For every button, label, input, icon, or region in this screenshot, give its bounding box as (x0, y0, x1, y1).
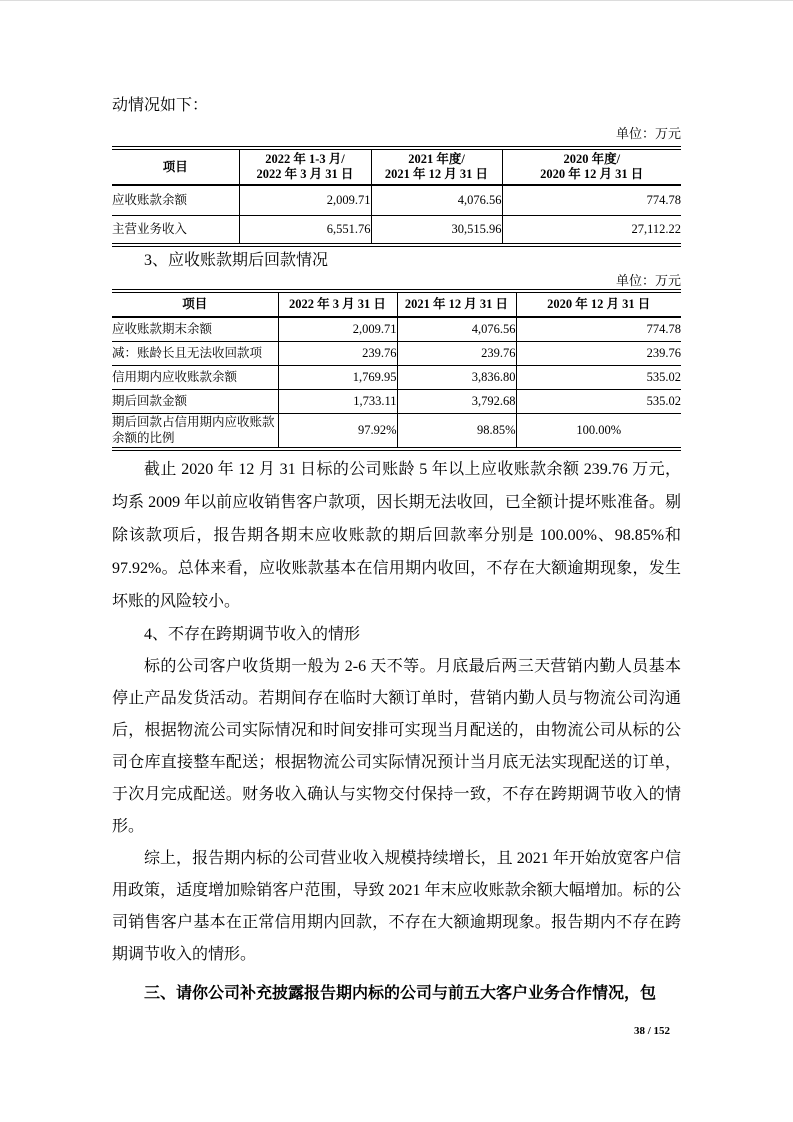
row-value: 97.92% (278, 413, 397, 449)
row-value: 2,009.71 (239, 185, 371, 215)
row-value: 30,515.96 (371, 215, 502, 245)
unit-label-2: 单位：万元 (615, 273, 681, 288)
table1-header-2022 (239, 148, 371, 185)
row-value: 239.76 (516, 341, 681, 365)
paragraph-aging-analysis: 截止 2020 年 12 月 31 日标的公司账龄 5 年以上应收账款余额 239.76 万元，均系 2009 年以前应收销售客户款项，因长期无法收回，已全额计提坏账准备。剔除该款项后，报告期各期末应收账款的期后回款率分别是 100.00%、98.85%和 97.92%。总体来看，应收账款基本在信用期内收回，不存在大额逾期现象，发生坏账的风险较小。 (112, 461, 681, 610)
table-row (112, 365, 681, 389)
unit-label-1: 单位：万元 (615, 126, 681, 141)
table-row (112, 185, 681, 215)
table2-header-2022: 2022 年 3 月 31 日 (278, 291, 397, 317)
header-line: 2021 年度/ (408, 152, 465, 166)
row-value: 2,009.71 (278, 317, 397, 341)
table1-header-2020 (502, 148, 681, 185)
table-header-row (112, 291, 681, 317)
table2-header-2021: 2021 年 12 月 31 日 (397, 291, 516, 317)
header-line: 2022 年 3 月 31 日 (256, 167, 354, 181)
row-value: 535.02 (516, 365, 681, 389)
header-line: 2022 年 1-3 月/ (265, 152, 345, 166)
table1-header-item (112, 148, 239, 185)
row-value: 1,769.95 (278, 365, 397, 389)
intro-text: 动情况如下： (112, 97, 209, 114)
header-line: 2020 年 12 月 31 日 (540, 167, 644, 181)
row-value: 239.76 (278, 341, 397, 365)
row-value: 27,112.22 (502, 215, 681, 245)
row-value: 239.76 (397, 341, 516, 365)
row-label: 期后回款占信用期内应收账款余额的比例 (112, 413, 278, 449)
heading-no-cross-period-adjustment: 4、不存在跨期调节收入的情形 (144, 626, 361, 643)
row-label: 主营业务收入 (112, 215, 239, 245)
row-value: 535.02 (516, 389, 681, 413)
row-label: 减：账龄长且无法收回款项 (112, 341, 278, 365)
header-line: 2020 年度/ (563, 152, 621, 166)
table2-header-2020: 2020 年 12 月 31 日 (516, 291, 681, 317)
page-number: 38 / 152 (633, 1025, 670, 1037)
table-row (112, 389, 681, 413)
receivables-revenue-table (112, 146, 681, 247)
post-period-collection-table (112, 289, 681, 451)
row-label: 期后回款金额 (112, 389, 278, 413)
row-label: 信用期内应收账款余额 (112, 365, 278, 389)
row-value: 774.78 (516, 317, 681, 341)
table-row (112, 413, 681, 449)
page-top-edge-divider (0, 0, 793, 1)
row-value: 774.78 (502, 185, 681, 215)
table2-header-item: 项目 (112, 291, 278, 317)
table-row (112, 341, 681, 365)
header-line: 2021 年 12 月 31 日 (384, 167, 489, 181)
row-value: 6,551.76 (239, 215, 371, 245)
table1-header-2021 (371, 148, 502, 185)
row-value: 4,076.56 (371, 185, 502, 215)
row-label: 应收账款余额 (112, 185, 239, 215)
table-header-row (112, 148, 681, 185)
row-value: 3,792.68 (397, 389, 516, 413)
row-label: 应收账款期末余额 (112, 317, 278, 341)
heading-post-period-collection: 3、应收账款期后回款情况 (144, 252, 329, 269)
paragraph-summary: 综上，报告期内标的公司营业收入规模持续增长，且 2021 年开始放宽客户信用政策，适度增加赊销客户范围，导致 2021 年末应收账款余额大幅增加。标的公司销售客户基本在正常信用期内回款，不存在大额逾期现象。报告期内不存在跨期调节收入的情形。 (112, 850, 681, 963)
table-row (112, 317, 681, 341)
row-value: 1,733.11 (278, 389, 397, 413)
heading-section-three: 三、请你公司补充披露报告期内标的公司与前五大客户业务合作情况，包 (144, 985, 657, 1002)
row-value: 98.85% (397, 413, 516, 449)
row-value: 100.00% (516, 413, 681, 449)
paragraph-delivery-process: 标的公司客户收货期一般为 2-6 天不等。月底最后两三天营销内勤人员基本停止产品发货活动。若期间存在临时大额订单时，营销内勤人员与物流公司沟通后，根据物流公司实际情况和时间安排可实现当月配送的，由物流公司从标的公司仓库直接整车配送；根据物流公司实际情况预计当月底无法实现配送的订单，于次月完成配送。财务收入确认与实物交付保持一致，不存在跨期调节收入的情形。 (112, 658, 681, 835)
header-line: 项目 (162, 159, 188, 174)
table-row (112, 215, 681, 245)
row-value: 4,076.56 (397, 317, 516, 341)
row-value: 3,836.80 (397, 365, 516, 389)
